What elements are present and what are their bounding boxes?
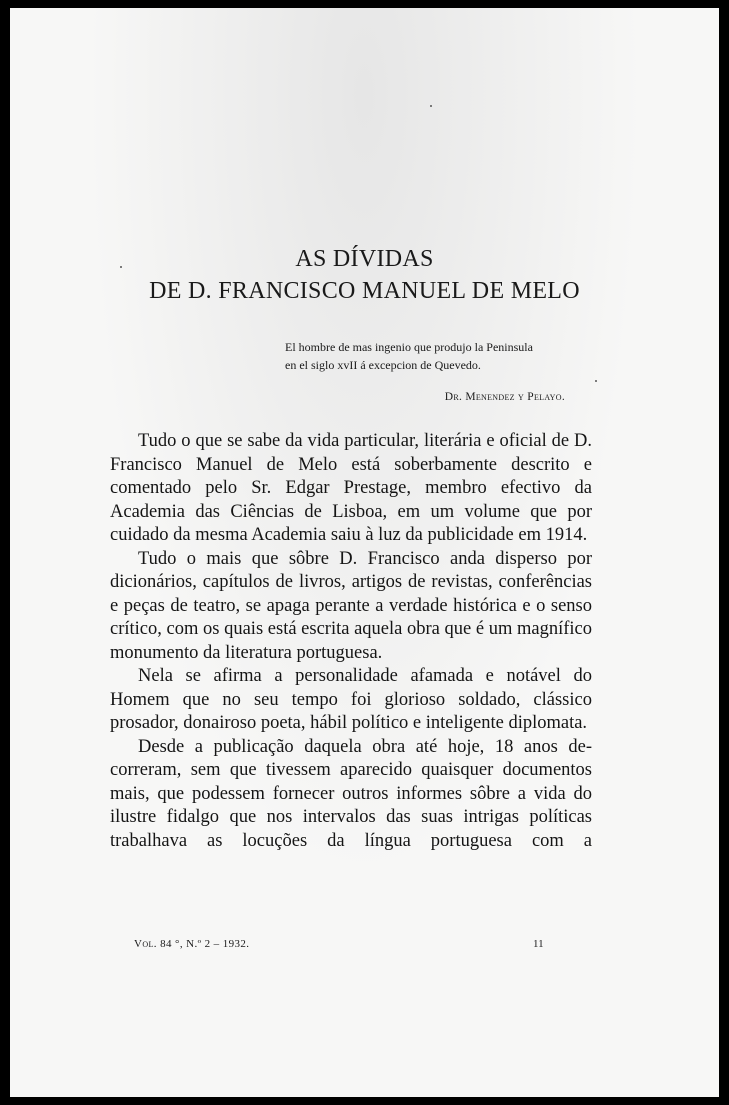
signature-number: 11: [533, 938, 544, 950]
article-title-line-2: DE D. FRANCISCO MANUEL DE MELO: [149, 278, 580, 304]
scan-speck: [595, 380, 597, 382]
epigraph-line-1: El hombre de mas ingenio que produjo la Peninsula: [285, 340, 533, 354]
scan-speck: [120, 266, 122, 268]
article-body: [110, 430, 592, 853]
epigraph-line-2: en el siglo xvII á excepcion de Quevedo.: [285, 358, 481, 372]
scan-speck: [430, 105, 432, 107]
body-paragraph-2: Tudo o mais que sôbre D. Francisco anda disperso por dicionários, capítulos de livros, artigos de revistas, conferências e peças de teatro, se apaga perante a verdade histórica e o senso crítico, com os quais está escrita aquela obra que é um magnífico monumento da literatura portuguesa.: [110, 548, 592, 663]
volume-footer: Vol. 84 °, N.º 2 – 1932.: [134, 938, 250, 950]
epigraph-attribution: Dr. Menendez y Pelayo.: [444, 391, 565, 403]
document-page: [10, 8, 719, 1097]
body-paragraph-3: Nela se afirma a personalidade afamada e notável do Homem que no seu tempo foi glorioso soldado, clássico prosador, donairoso poeta, hábil político e inteligente diplomata.: [110, 666, 592, 733]
epigraph: [285, 338, 595, 374]
article-title-line-1: AS DÍVIDAS: [295, 246, 434, 272]
body-paragraph-4: Desde a publicação daquela obra até hoje, 18 anos decorreram, sem que tivessem aparecido quaisquer documentos mais, que podessem fornecer outros informes sôbre a vida do ilustre fidalgo que nos intervalos das suas intrigas políticas trabalhava as locuções da língua portuguesa com a: [110, 736, 592, 851]
body-paragraph-1: Tudo o que se sabe da vida particular, literária e oficial de D. Francisco Manuel de Melo está soberbamente descrito e comentado pelo Sr. Edgar Prestage, membro efectivo da Academia das Ciências de Lisboa, em um volume que por cuidado da mesma Academia saiu à luz da publicidade em 1914.: [110, 431, 592, 545]
